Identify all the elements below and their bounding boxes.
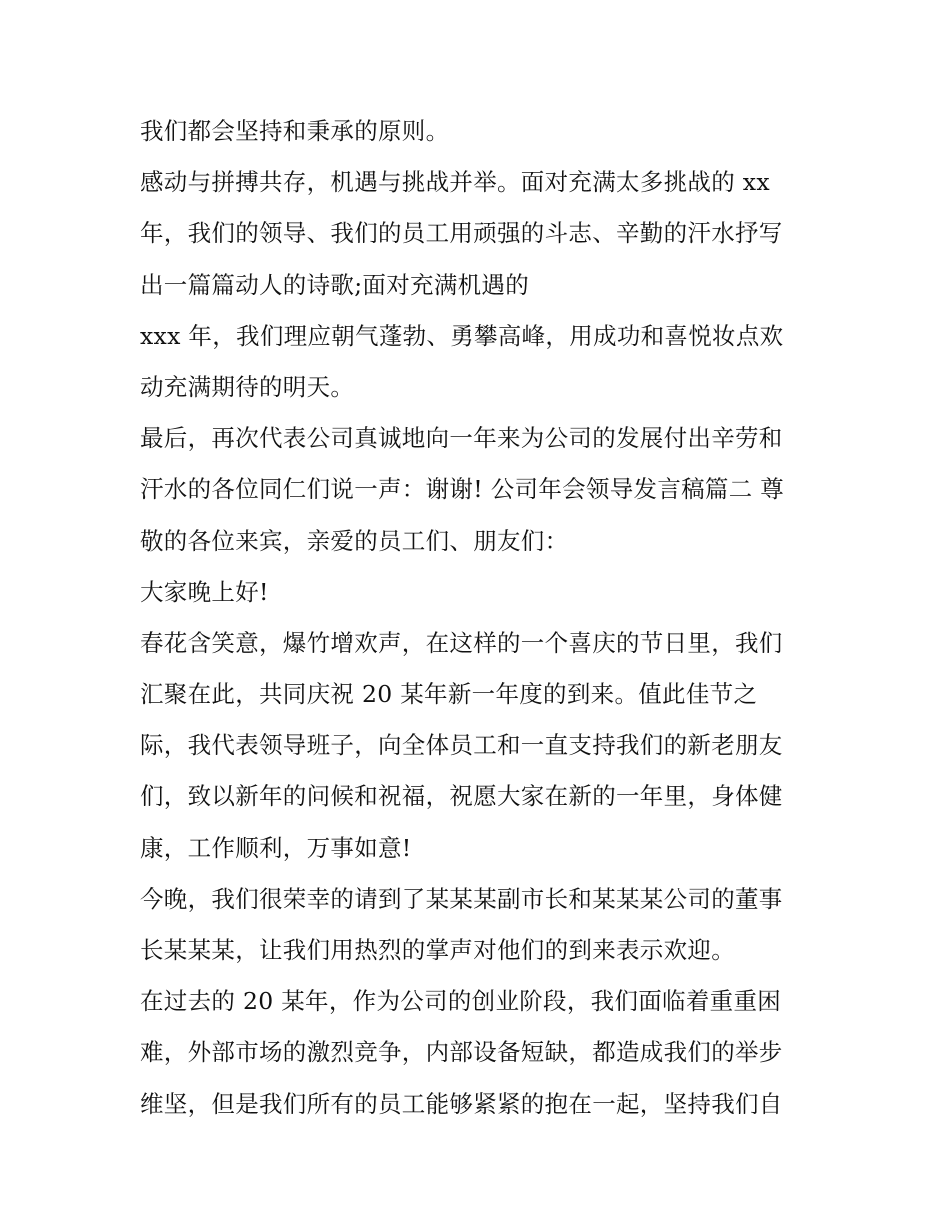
text-line: 们，致以新年的问候和祝福，祝愿大家在新的一年里，身体健 — [140, 782, 783, 811]
text-line: 出一篇篇动人的诗歌;面对充满机遇的 — [140, 270, 530, 299]
text-line: 在过去的 20 某年，作为公司的创业阶段，我们面临着重重困 — [140, 987, 782, 1016]
text-line: 我们都会坚持和秉承的原则。 — [140, 117, 450, 145]
text-line: 感动与拼搏共存，机遇与挑战并举。面对充满太多挑战的 xx — [140, 168, 770, 197]
text-line: 大家晚上好! — [140, 577, 269, 606]
text-line: 动充满期待的明天。 — [140, 372, 355, 401]
text-line: xxx 年，我们理应朝气蓬勃、勇攀高峰，用成功和喜悦妆点欢 — [140, 321, 784, 350]
text-line: 今晚，我们很荣幸的请到了某某某副市长和某某某公司的董事 — [140, 884, 783, 913]
text-line: 汇聚在此，共同庆祝 20 某年新一年度的到来。值此佳节之 — [140, 680, 758, 709]
document-body — [140, 106, 820, 1130]
text-line: 年，我们的领导、我们的员工用顽强的斗志、辛勤的汗水抒写 — [140, 219, 783, 248]
text-line: 难，外部市场的激烈竞争，内部设备短缺，都造成我们的举步 — [140, 1038, 783, 1067]
text-line: 康，工作顺利，万事如意! — [140, 833, 412, 862]
text-line: 维坚，但是我们所有的员工能够紧紧的抱在一起，坚持我们自 — [140, 1089, 783, 1118]
text-line: 际，我代表领导班子，向全体员工和一直支持我们的新老朋友 — [140, 731, 783, 760]
text-line: 长某某某，让我们用热烈的掌声对他们的到来表示欢迎。 — [140, 936, 735, 964]
text-line: 汗水的各位同仁们说一声：谢谢! 公司年会领导发言稿篇二 尊 — [140, 475, 785, 504]
text-line: 敬的各位来宾，亲爱的员工们、朋友们： — [140, 526, 569, 555]
text-line: 最后，再次代表公司真诚地向一年来为公司的发展付出辛劳和 — [140, 424, 783, 453]
text-line: 春花含笑意，爆竹增欢声，在这样的一个喜庆的节日里，我们 — [140, 628, 783, 657]
